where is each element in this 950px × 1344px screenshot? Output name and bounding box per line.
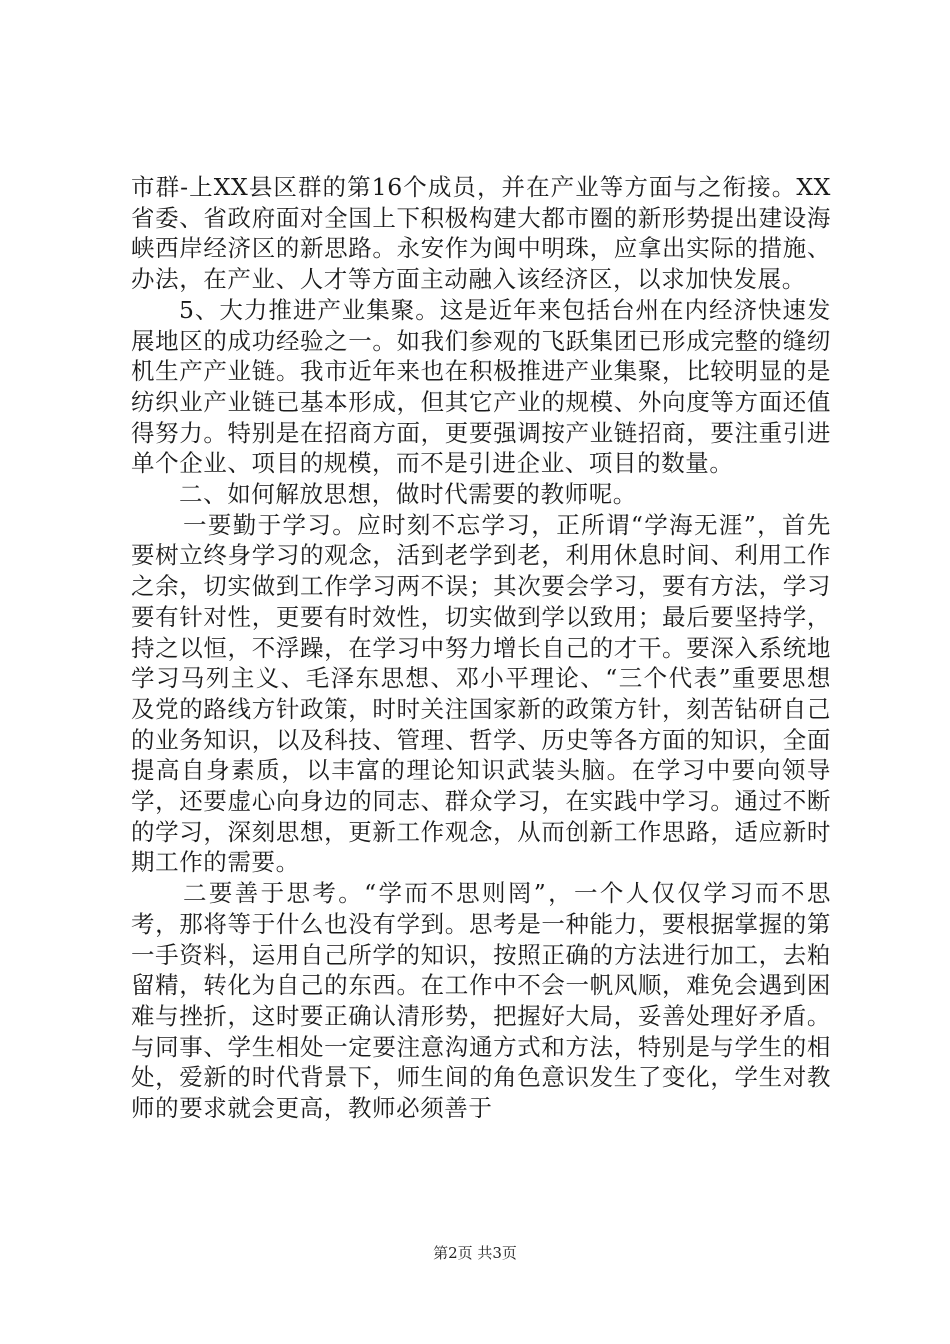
section-heading-teacher: 二、如何解放思想，做时代需要的教师呢。 bbox=[179, 480, 637, 509]
page-footer bbox=[0, 1243, 950, 1263]
paragraph-good-thinking: 二要善于思考。“学而不思则罔”，一个人仅仅学习而不思考，那将等于什么也没有学到。思考是一种能力，要根据掌握的第一手资料，运用自己所学的知识，按照正确的方法进行加工，去粕留精，转化为自己的东西。在工作中不会一帆风顺，难免会遇到困难与挫折，这时要正确认清形势，把握好大局，妥善处理好矛盾。与同事、学生相处一定要注意沟通方式和方法，特别是与学生的相处，爱新的时代背景下，师生间的角色意识发生了变化，学生对教师的要求就会更高，教师必须善于 bbox=[131, 879, 831, 1123]
page-number-label: 第2页 共3页 bbox=[433, 1244, 517, 1262]
paragraph-diligent-study: 一要勤于学习。应时刻不忘学习，正所谓“学海无涯”，首先要树立终身学习的观念，活到老学到老，利用休息时间、利用工作之余，切实做到工作学习两不误；其次要会学习，要有方法，学习要有针对性，更要有时效性，切实做到学以致用；最后要坚持学，持之以恒，不浮躁，在学习中努力增长自己的才干。要深入系统地学习马列主义、毛泽东思想、邓小平理论、“三个代表”重要思想及党的路线方针政策，时时关注国家新的政策方针，刻苦钻研自己的业务知识，以及科技、管理、哲学、历史等各方面的知识，全面提高自身素质，以丰富的理论知识武装头脑。在学习中要向领导学，还要虚心向身边的同志、群众学习，在实践中学习。通过不断的学习，深刻思想，更新工作观念，从而创新工作思路，适应新时期工作的需要。 bbox=[131, 510, 831, 877]
paragraph-industry-cluster: 5、大力推进产业集聚。这是近年来包括台州在内经济快速发展地区的成功经验之一。如我们参观的飞跃集团已形成完整的缝纫机生产产业链。我市近年来也在积极推进产业集聚，比较明显的是纺织业产业链已基本形成，但其它产业的规模、外向度等方面还值得努力。特别是在招商方面，更要强调按产业链招商，要注重引进单个企业、项目的规模，而不是引进企业、项目的数量。 bbox=[131, 295, 831, 478]
body-text bbox=[131, 172, 831, 1124]
paragraph-continuation: 市群-上XX县区群的第16个成员，并在产业等方面与之衔接。XX省委、省政府面对全国上下积极构建大都市圈的新形势提出建设海峡西岸经济区的新思路。永安作为闽中明珠，应拿出实际的措施、办法，在产业、人才等方面主动融入该经济区，以求加快发展。 bbox=[131, 173, 831, 294]
